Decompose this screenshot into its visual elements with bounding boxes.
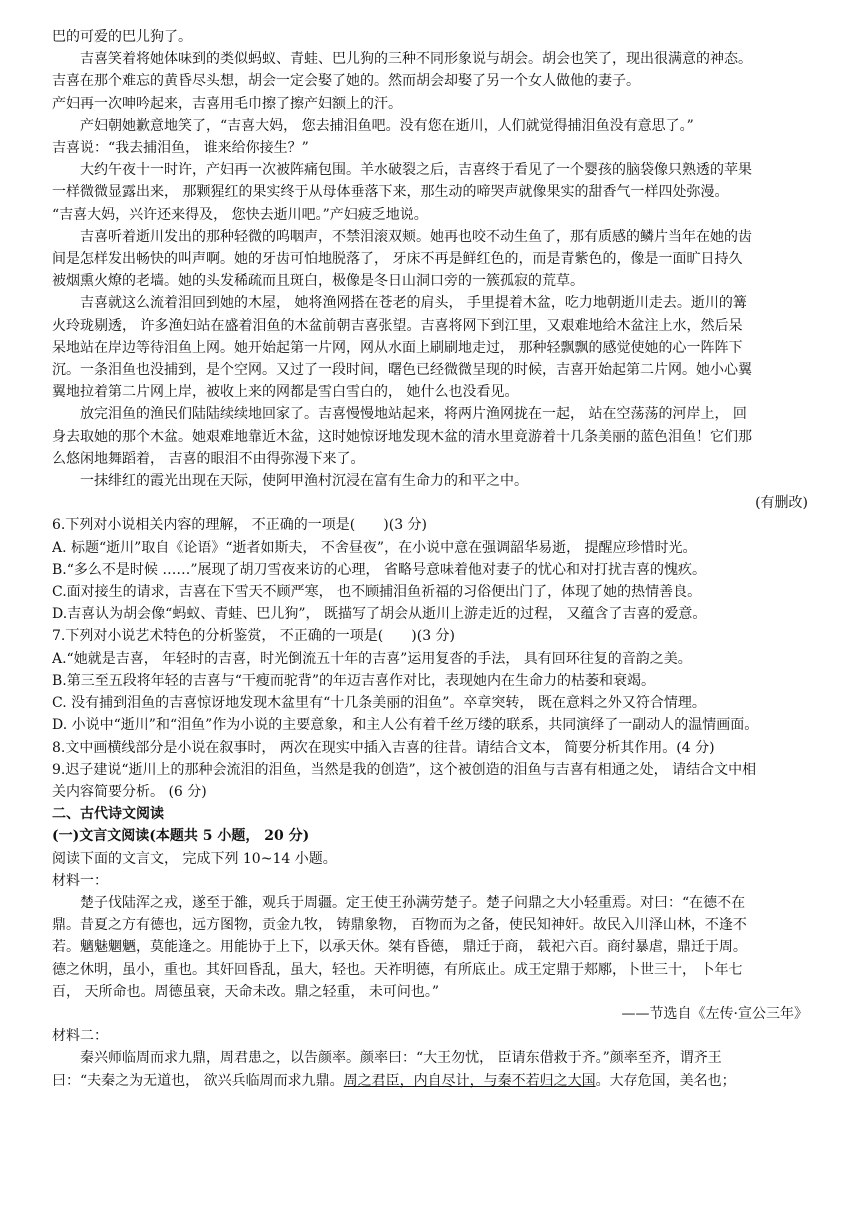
- material1-text: [52, 892, 808, 1003]
- underlined-sentence: 周之君臣，内自尽计，与秦不若归之大国: [343, 1072, 596, 1089]
- text-line: 被烟熏火燎的老墙。她的头发稀疏而且斑白，极像是冬日山洞口旁的一簇孤寂的荒草。: [52, 273, 584, 290]
- material2-label: 材料二：: [52, 1028, 108, 1045]
- text-line: 么悠闲地舞蹈着， 吉喜的眼泪不由得弥漫下来了。: [52, 450, 365, 467]
- question-line: A. 标题“逝川”取自《论语》“逝者如斯夫， 不舍昼夜”，在小说中意在强调韶华易逝， 提醒应珍惜时光。: [52, 539, 697, 556]
- question-line: B.第三至五段将年轻的吉喜与“干瘦而驼背”的年迈吉喜作对比，表现她内在生命力的枯萎和衰竭。: [52, 672, 656, 689]
- question-line: 关内容简要分析。 (6 分): [52, 783, 207, 800]
- question-list: [52, 514, 808, 803]
- question-line: 6.下列对小说相关内容的理解， 不正确的一项是( )(3 分): [52, 517, 428, 534]
- text-line: 吉喜在那个难忘的黄昏尽头想，胡会一定会娶了她的。然而胡会却娶了另一个女人做他的妻子。: [52, 73, 640, 90]
- section-title: 二、古代诗文阅读: [52, 806, 164, 823]
- material1-line: 楚子伐陆浑之戎，遂至于雒，观兵于周疆。定王使王孙满劳楚子。楚子问鼎之大小轻重焉。对曰：“在德不在: [80, 894, 746, 911]
- material1-line: 若。魑魅魍魉，莫能逢之。用能协于上下，以承天休。桀有昏德， 鼎迁于商， 载祀六百。商纣暴虐，鼎迁于周。: [52, 939, 747, 956]
- text-line: 大约午夜十一时许，产妇再一次被阵痛包围。羊水破裂之后，吉喜终于看见了一个婴孩的脑袋像只熟透的苹果: [80, 162, 752, 179]
- instruction: 阅读下面的文言文， 完成下列 10~14 小题。: [52, 850, 337, 867]
- text-line: 沉。一条泪鱼也没捕到，是个空网。又过了一段时间，曙色已经微微呈现的时候，吉喜开始起第二片网。她小心翼: [52, 362, 752, 379]
- text-line: 产妇朝她歉意地笑了，“吉喜大妈， 您去捕泪鱼吧。没有您在逝川，人们就觉得捕泪鱼没有意思了。”: [80, 117, 694, 134]
- material1-source: ——节选自《左传·宣公三年》: [621, 1005, 808, 1022]
- text-line: 放完泪鱼的渔民们陆陆续续地回家了。吉喜慢慢地站起来，将两片渔网拢在一起， 站在空荡荡的河岸上， 回: [80, 406, 747, 423]
- material1-line: 德之休明，虽小，重也。其奸回昏乱，虽大，轻也。天祚明德，有所底止。成王定鼎于郏鄏，卜世三十， 卜年七: [52, 961, 743, 978]
- subsection-title: (一)文言文阅读(本题共 5 小题， 20 分): [52, 828, 310, 845]
- text-line: “吉喜大妈，兴许还来得及， 您快去逝川吧。”产妇疲乏地说。: [52, 206, 428, 223]
- text-line: 呆地站在岸边等待泪鱼上网。她开始起第一片网，网从水面上刷刷地走过， 那种轻飘飘的感觉使她的心一阵阵下: [52, 339, 743, 356]
- question-line: 8.文中画横线部分是小说在叙事时， 两次在现实中插入吉喜的往昔。请结合文本， 简要分析其作用。(4 分): [52, 739, 715, 756]
- abridged-note: (有删改): [755, 495, 808, 512]
- text-line: 巴的可爱的巴儿狗了。: [52, 29, 192, 45]
- material1-line: 百， 天所命也。周德虽衰，天命未改。鼎之轻重， 未可问也。”: [52, 983, 440, 1000]
- text-line: 吉喜笑着将她体味到的类似蚂蚁、青蛙、巴儿狗的三种不同形象说与胡会。胡会也笑了，现出很满意的神态。: [80, 51, 752, 68]
- question-line: B.“多么不是时候 ……”展现了胡刀雪夜来访的心理， 省略号意味着他对妻子的忧心和对打扰吉喜的愧疚。: [52, 561, 706, 578]
- question-line: D.吉喜认为胡会像“蚂蚁、青蛙、巴儿狗”， 既描写了胡会从逝川上游走近的过程， 又蕴含了吉喜的爱意。: [52, 606, 707, 623]
- story-text: [52, 26, 808, 492]
- text-line: 火玲珑剔透， 许多渔妇站在盛着泪鱼的木盆前朝吉喜张望。吉喜将网下到江里，又艰难地给木盆注上水，然后呆: [52, 317, 743, 334]
- question-line: 9.迟子建说“逝川上的那种会流泪的泪鱼，当然是我的创造”，这个被创造的泪鱼与吉喜有相通之处， 请结合文中相: [52, 761, 757, 778]
- material1-label: 材料一：: [52, 872, 108, 889]
- question-line: A.“她就是吉喜， 年轻时的吉喜，时光倒流五十年的吉喜”运用复沓的手法， 具有回环往复的音韵之美。: [52, 650, 692, 667]
- question-line: C. 没有捕到泪鱼的吉喜惊讶地发现木盆里有“十几条美丽的泪鱼”。卒章突转， 既在意料之外又符合情理。: [52, 695, 706, 712]
- question-line: 7.下列对小说艺术特色的分析鉴赏， 不正确的一项是( )(3 分): [52, 628, 456, 645]
- text-line: 产妇再一次呻吟起来，吉喜用毛巾擦了擦产妇额上的汗。: [52, 95, 402, 112]
- text-line: 一抹绯红的霞光出现在天际，使阿甲渔村沉浸在富有生命力的和平之中。: [80, 473, 528, 490]
- material2-line: [52, 1070, 808, 1092]
- question-line: D. 小说中“逝川”和“泪鱼”作为小说的主要意象，和主人公有着千丝万缕的联系，共同演绎了一副动人的温情画面。: [52, 717, 759, 734]
- material1-line: 鼎。昔夏之方有德也，远方图物，贡金九牧， 铸鼎象物， 百物而为之备，使民知神奸。故民入川泽山林，不逢不: [52, 917, 747, 934]
- text-line: 身去取她的那个木盆。她艰难地靠近木盆，这时她惊讶地发现木盆的清水里竟游着十几条美丽的蓝色泪鱼！它们那: [52, 428, 752, 445]
- material2-line: 秦兴师临周而求九鼎，周君患之，以告颜率。颜率曰：“大王勿忧， 臣请东借救于齐。”颜率至齐，谓齐王: [80, 1050, 722, 1067]
- question-line: C.面对接生的请求，吉喜在下雪天不顾严寒， 也不顾捕泪鱼祈福的习俗便出门了，体现了她的热情善良。: [52, 584, 702, 601]
- material2-text: 。大存危国，美名也；: [595, 1072, 736, 1089]
- text-line: 吉喜说：“我去捕泪鱼， 谁来给你接生？”: [52, 140, 309, 157]
- text-line: 间是怎样发出畅快的叫声啊。她的牙齿可怕地脱落了， 牙床不再是鲜红色的，而是青紫色的，像是一面旷日持久: [52, 251, 743, 268]
- text-line: 吉喜就这么流着泪回到她的木屋， 她将渔网搭在苍老的肩头， 手里提着木盆，吃力地朝逝川走去。逝川的篝: [80, 295, 747, 312]
- material2-text: 曰：“夫秦之为无道也， 欲兴兵临周而求九鼎。: [52, 1072, 344, 1089]
- text-line: 翼地拉着第二片网上岸，被收上来的网都是雪白雪白的， 她什么也没看见。: [52, 384, 519, 401]
- text-line: 吉喜听着逝川发出的那种轻微的呜咽声，不禁泪滚双颊。她再也咬不动生鱼了，那有质感的鳞片当年在她的齿: [80, 228, 752, 245]
- text-line: 一样微微显露出来， 那颗猩红的果实终于从母体垂落下来，那生动的啼哭声就像果实的甜香气一样四处弥漫。: [52, 184, 729, 201]
